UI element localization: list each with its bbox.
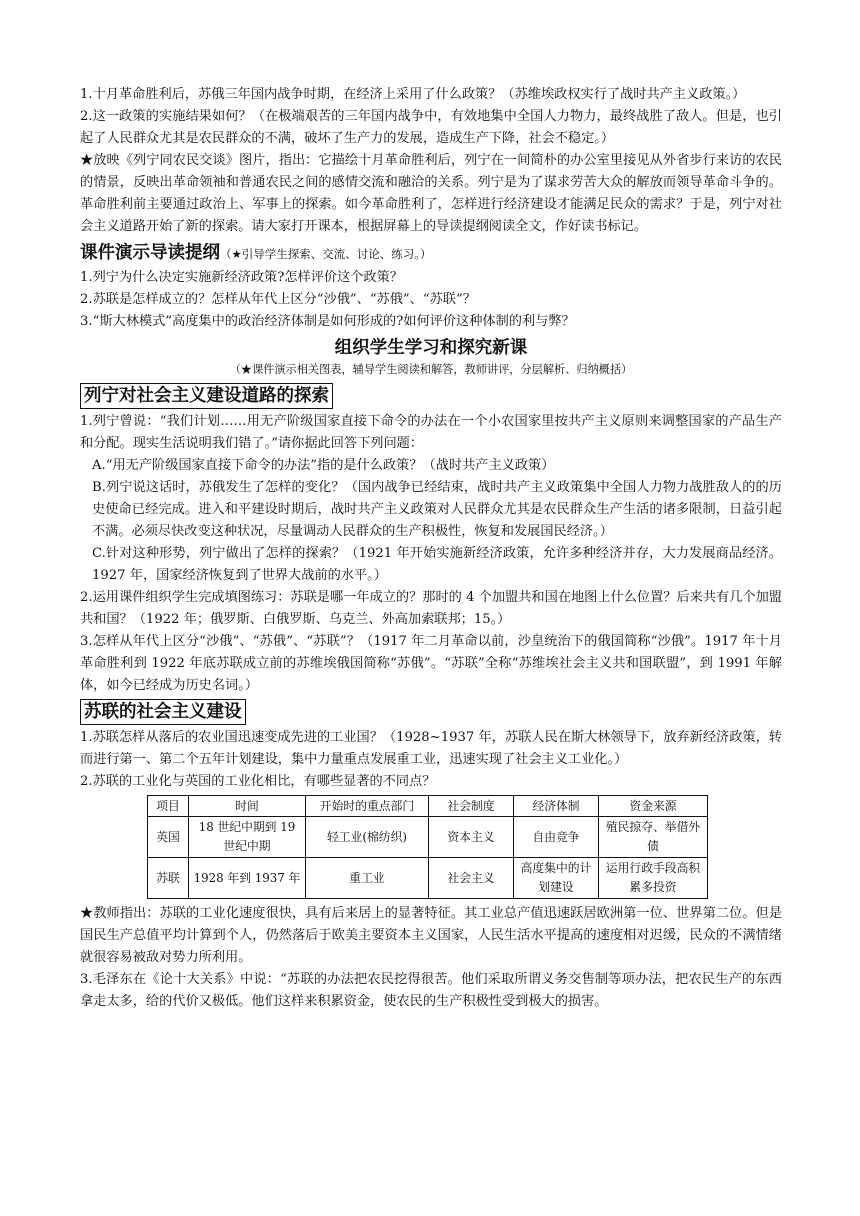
intro-question-1: 1.十月革命胜利后，苏俄三年国内战争时期，在经济上采用了什么政策？（苏维埃政权实行了战时共产主义政策。） bbox=[80, 87, 746, 102]
table-cell: 自由竞争 bbox=[514, 817, 599, 858]
outline-heading bbox=[80, 240, 782, 267]
table-cell: 资本主义 bbox=[429, 817, 514, 858]
section-1-title: 列宁对社会主义建设道路的探索 bbox=[80, 383, 333, 409]
section-2-teacher-note: ★教师指出：苏联的工业化速度很快，具有后来居上的显著特征。其工业总产值迅速跃居欧洲第一位、世界第二位。但是国民生产总值平均计算到个人，仍然落后于欧美主要资本主义国家，人民生活水平提高的速度相对迟缓，民众的不满情绪就很容易被敌对势力所利用。 bbox=[80, 906, 782, 965]
table-cell: 社会主义 bbox=[429, 858, 514, 899]
section-2-question-2: 2.苏联的工业化与英国的工业化相比，有哪些显著的不同点？ bbox=[80, 774, 436, 789]
section-1-question-1: 1.列宁曾说：“我们计划……用无产阶级国家直接下命令的办法在一个小农国家里按共产主义原则来调整国家的产品生产和分配。现实生活说明我们错了。”请你据此回答下列问题： bbox=[80, 414, 782, 451]
outline-item-2: 2.苏联是怎样成立的？怎样从年代上区分“沙俄”、“苏俄”、“苏联”？ bbox=[80, 292, 476, 307]
table-cell: 运用行政手段高积累多投资 bbox=[599, 858, 708, 899]
table-cell: 重工业 bbox=[306, 858, 429, 899]
table-row bbox=[148, 858, 708, 899]
table-header: 资金来源 bbox=[599, 796, 708, 817]
section-1-question-1b: B.列宁说这话时，苏俄发生了怎样的变化？（国内战争已经结束，战时共产主义政策集中全国人力物力战胜敌人的的历史使命已经完成。进入和平建设时期后，战时共产主义政策对人民群众尤其是农民群众生产生活的诸多限制，日益引起不满。必须尽快改变这种状况，尽量调动人民群众的生产积极性，恢复和发展国民经济。） bbox=[92, 480, 782, 539]
table-header: 时间 bbox=[189, 796, 306, 817]
intro-teacher-note: ★放映《列宁同农民交谈》图片，指出：它描绘十月革命胜利后，列宁在一间简朴的办公室里接见从外省步行来访的农民的情景，反映出革命领袖和普通农民之间的感情交流和融洽的关系。列宁是为了谋求劳苦大众的解放而领导革命斗争的。革命胜利前主要通过政治上、军事上的探索。如今革命胜利了，怎样进行经济建设才能满足民众的需求？于是，列宁对社会主义道路开始了新的探索。请大家打开课本，根据屏幕上的导读提纲阅读全文，作好读书标记。 bbox=[80, 153, 782, 234]
organize-note: （★课件演示相关图表，辅导学生阅读和解答，教师讲评，分层解析、归纳概括） bbox=[229, 363, 633, 376]
table-cell: 英国 bbox=[148, 817, 189, 858]
table-row bbox=[148, 817, 708, 858]
table-header: 经济体制 bbox=[514, 796, 599, 817]
intro-question-2: 2.这一政策的实施结果如何？（在极端艰苦的三年国内战争中，有效地集中全国人力物力，最终战胜了敌人。但是，也引起了人民群众尤其是农民群众的不满，破坏了生产力的发展，造成生产下降，社会不稳定。） bbox=[80, 109, 782, 146]
table-cell: 殖民掠夺、举借外债 bbox=[599, 817, 708, 858]
section-1-question-3: 3.怎样从年代上区分“沙俄”、“苏俄”、“苏联”？（1917 年二月革命以前，沙皇统治下的俄国简称“沙俄”。1917 年十月革命胜利到 1922 年底苏联成立前的苏维埃俄国简称“苏俄”。“苏联”全称“苏维埃社会主义共和国联盟”，到 1991 年解体，如今已经成为历史名词。） bbox=[80, 634, 782, 693]
outline-note: （★引导学生探索、交流、讨论、练习。） bbox=[220, 247, 432, 261]
table-header: 社会制度 bbox=[429, 796, 514, 817]
table-cell: 1928 年到 1937 年 bbox=[189, 858, 306, 899]
outline-title: 课件演示导读提纲 bbox=[80, 243, 220, 263]
section-2-question-1: 1.苏联怎样从落后的农业国迅速变成先进的工业国？（1928~1937 年，苏联人民在斯大林领导下，放弃新经济政策，转而进行第一、第二个五年计划建设，集中力量重点发展重工业，迅速实现了社会主义工业化。） bbox=[80, 730, 782, 767]
table-cell: 18 世纪中期到 19 世纪中期 bbox=[189, 817, 306, 858]
outline-item-3: 3.“斯大林模式”高度集中的政治经济体制是如何形成的?如何评价这种体制的利与弊？ bbox=[80, 314, 575, 329]
document-page bbox=[80, 84, 782, 1013]
outline-item-1: 1.列宁为什么决定实施新经济政策?怎样评价这个政策？ bbox=[80, 270, 403, 285]
table-header: 项目 bbox=[148, 796, 189, 817]
section-2-question-3: 3.毛泽东在《论十大关系》中说：“苏联的办法把农民挖得很苦。他们采取所谓义务交售制等项办法，把农民生产的东西拿走太多，给的代价又极低。他们这样来积累资金，使农民的生产积极性受到极大的损害。 bbox=[80, 972, 782, 1009]
organize-title: 组织学生学习和探究新课 bbox=[334, 338, 528, 358]
section-1-question-2: 2.运用课件组织学生完成填图练习：苏联是哪一年成立的？那时的 4 个加盟共和国在地图上什么位置？后来共有几个加盟共和国？（1922 年；俄罗斯、白俄罗斯、乌克兰、外高加索联邦；15。） bbox=[80, 590, 782, 627]
section-1-question-1a: A.“用无产阶级国家直接下命令的办法”指的是什么政策？（战时共产主义政策） bbox=[92, 458, 555, 473]
section-1-question-1c: C.针对这种形势，列宁做出了怎样的探索？（1921 年开始实施新经济政策，允许多种经济并存，大力发展商品经济。1927 年，国家经济恢复到了世界大战前的水平。） bbox=[92, 546, 782, 583]
comparison-table bbox=[147, 795, 708, 899]
section-2-title: 苏联的社会主义建设 bbox=[80, 699, 246, 725]
table-header: 开始时的重点部门 bbox=[306, 796, 429, 817]
table-cell: 高度集中的计划建设 bbox=[514, 858, 599, 899]
table-cell: 苏联 bbox=[148, 858, 189, 899]
table-header-row bbox=[148, 796, 708, 817]
table-cell: 轻工业(棉纺织) bbox=[306, 817, 429, 858]
